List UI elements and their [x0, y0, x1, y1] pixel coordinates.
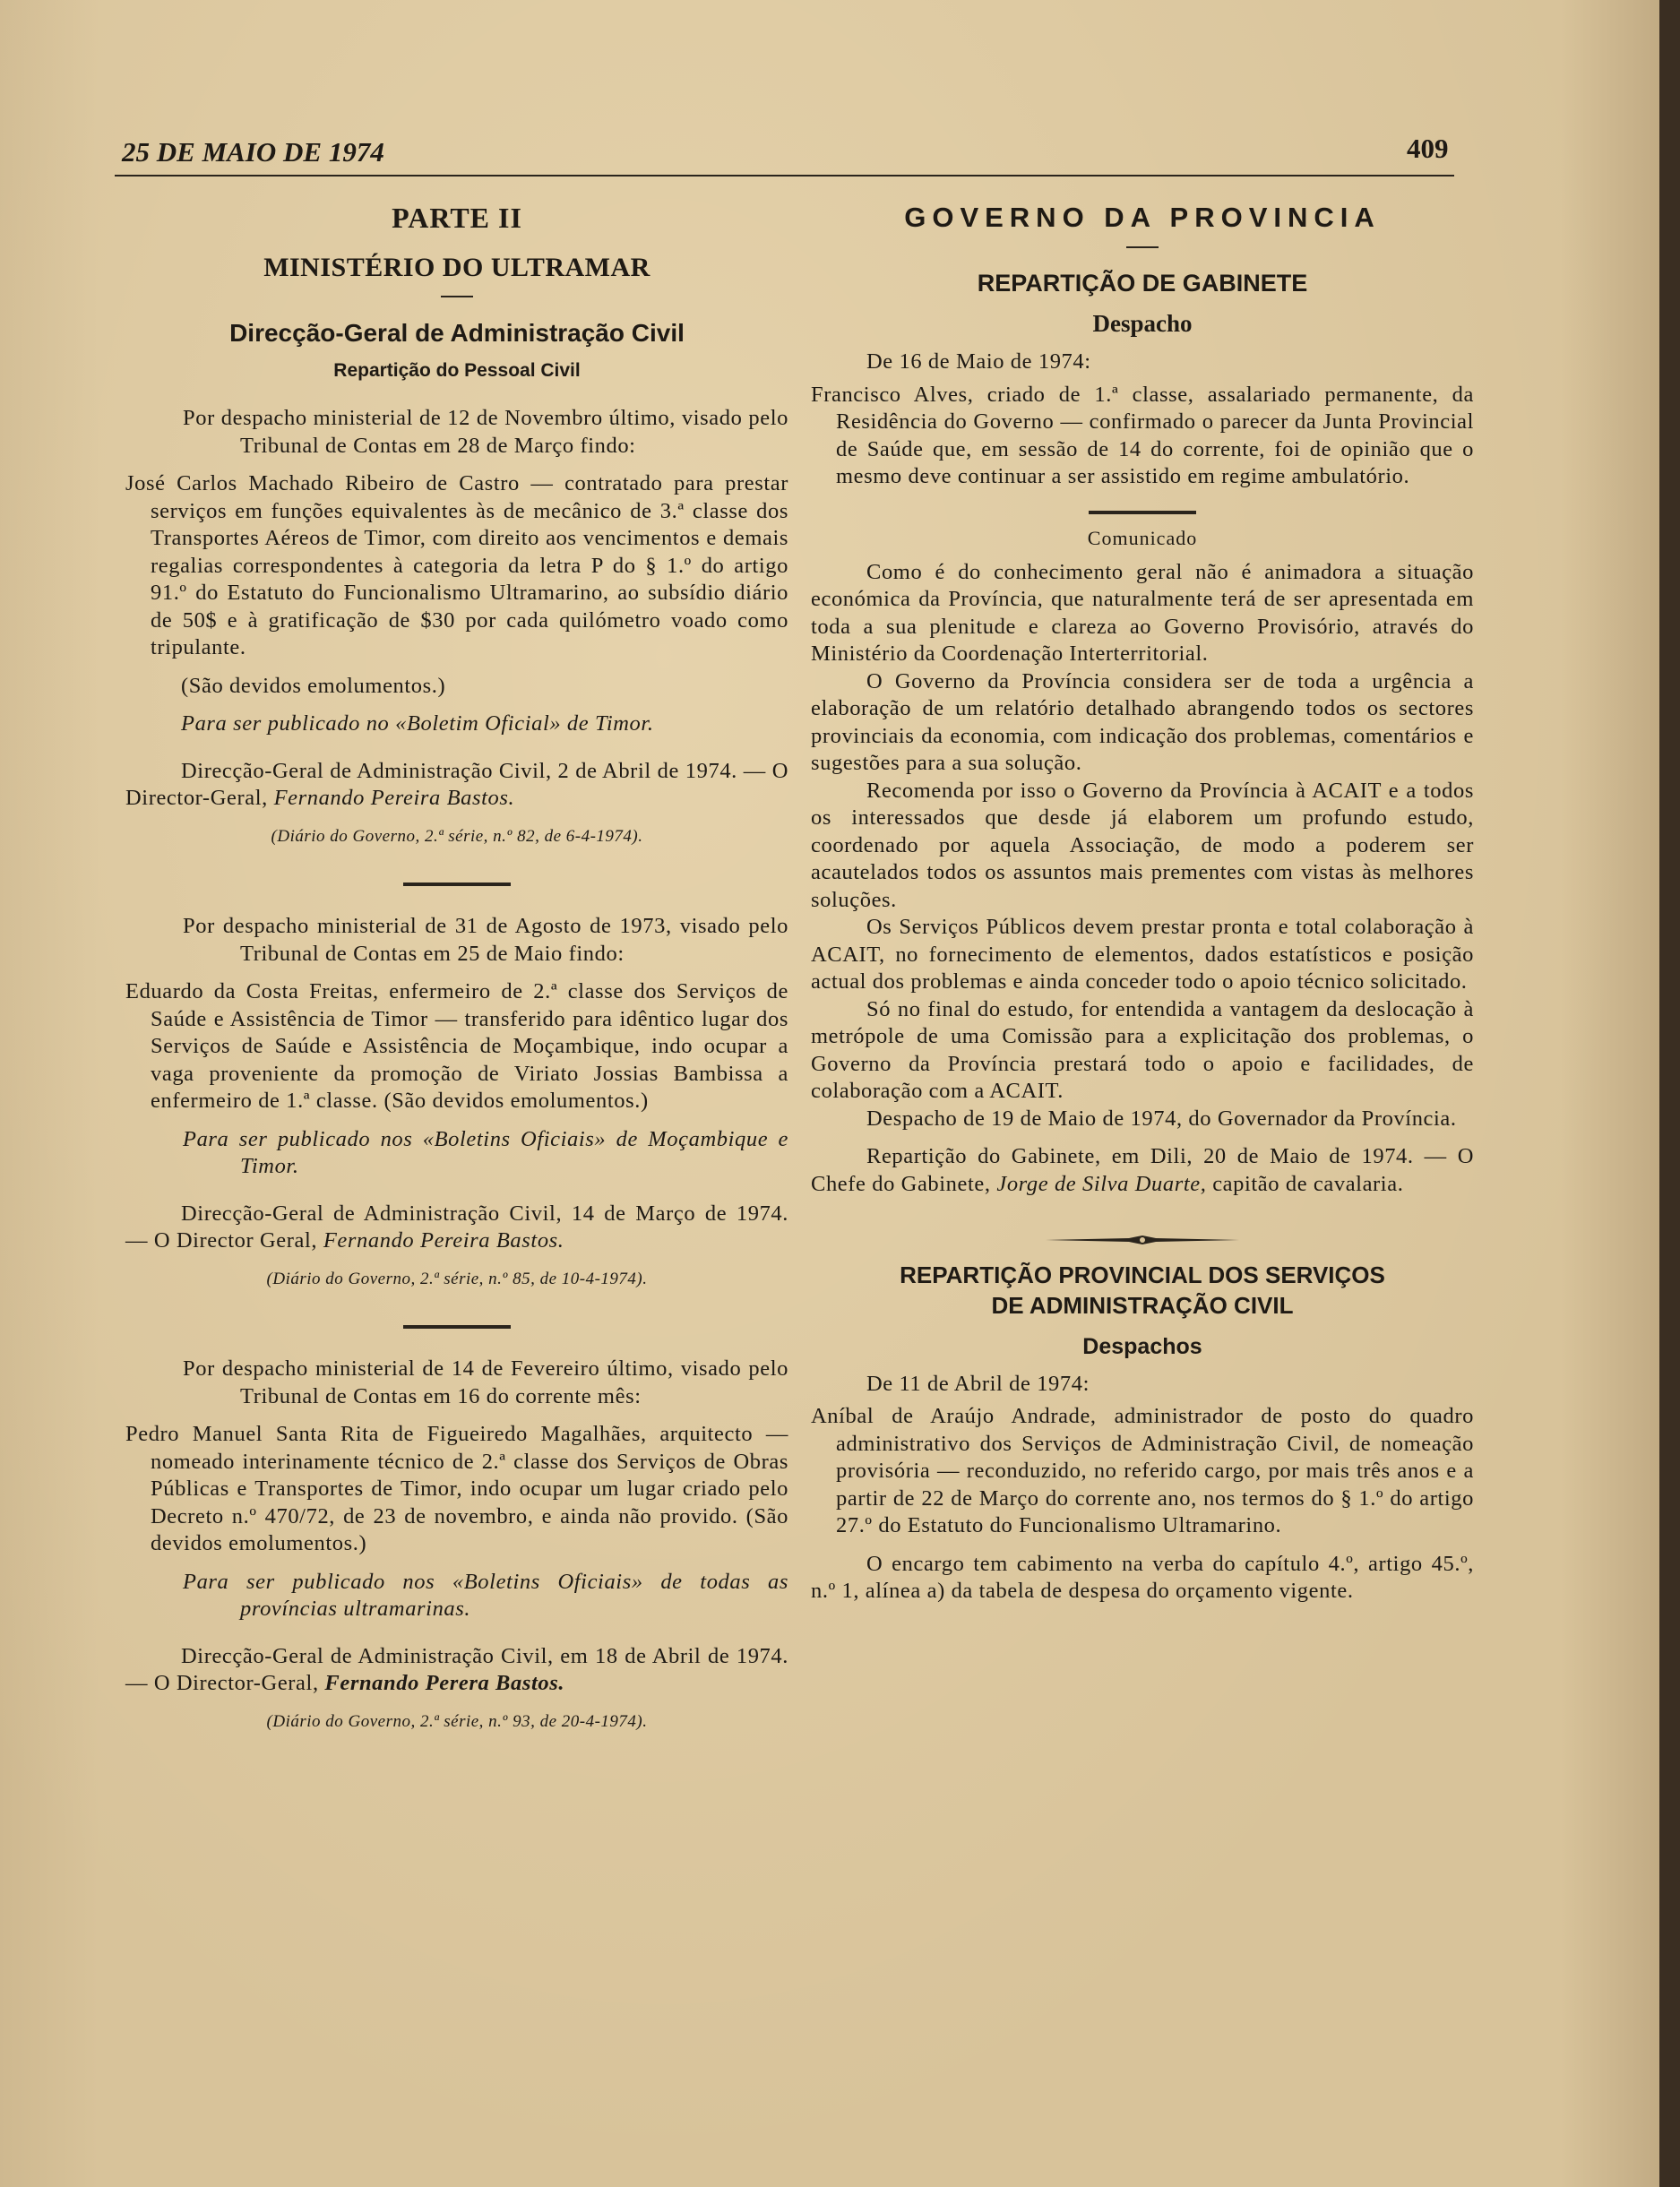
despacho-3-signer: Fernando Perera Bastos.	[324, 1671, 565, 1695]
despacho-1-publication: Para ser publicado no «Boletim Oficial» de Timor.	[181, 711, 654, 736]
comunicado-paragraph: O Governo da Província considera ser de toda a urgência a elaboração de um relatório detalhado abrangendo todos os sectores provinciais da economia, com indicação dos problemas, comentários e sugestões para a sua solução.	[811, 668, 1474, 775]
comunicado-text	[811, 559, 1474, 1199]
government-heading: GOVERNO DA PROVINCIA	[904, 202, 1381, 233]
despacho-3-body: Pedro Manuel Santa Rita de Figueiredo Magalhães, arquitecto — nomeado interinamente técnico de 2.ª classe dos Serviços de Obras Públicas e Transportes de Timor, indo ocupar um lugar criado pelo Decreto n.º 470/72, de 23 de novembro, e ainda não provido. (São devidos emolumentos.)	[125, 1422, 788, 1555]
despacho-1-signature-text: Direcção-Geral de Administração Civil, 2 de Abril de 1974. — O Director-Geral,	[125, 758, 788, 810]
comunicado-paragraph: Só no final do estudo, for entendida a vantagem da deslocação à metrópole de uma Comissão para a explicitação dos problemas, o Governo da Província prestará todo o apoio e facilidades, de colaboração com a ACAIT.	[811, 996, 1474, 1103]
despacho-2-body: Eduardo da Costa Freitas, enfermeiro de 2.ª classe dos Serviços de Saúde e Assistência de Timor — transferido para idêntico lugar dos Serviços de Saúde e Assistência de Moçambique, indo ocupar a vaga proveniente da promoção de Viriato Jossias Bambissa a enfermeiro de 1.ª classe. (São devidos emolumentos.)	[125, 979, 788, 1113]
despachos-date: De 11 de Abril de 1974:	[866, 1371, 1090, 1396]
ornament-divider	[1044, 1234, 1241, 1246]
despacho-1-intro: Por despacho ministerial de 12 de Novembro último, visado pelo Tribunal de Contas em 28 de Março findo:	[183, 406, 788, 458]
despacho-date: De 16 de Maio de 1974:	[866, 349, 1091, 374]
despacho-heading: Despacho	[1092, 310, 1193, 337]
despacho-2	[125, 913, 788, 1293]
despacho-1-signer: Fernando Pereira Bastos.	[273, 786, 515, 810]
part-heading: PARTE II	[392, 202, 522, 234]
right-column	[811, 193, 1474, 1606]
despacho-1-reference: (Diário do Governo, 2.ª série, n.º 82, de 6-4-1974).	[271, 826, 643, 846]
short-rule	[441, 296, 473, 297]
section-rule	[403, 1325, 511, 1329]
cabinet-signer-role: capitão de cavalaria.	[1212, 1171, 1404, 1196]
directorate-heading: Direcção-Geral de Administração Civil	[229, 319, 685, 347]
despacho-1-emolumentos: (São devidos emolumentos.)	[181, 673, 446, 698]
comunicado-paragraph: Os Serviços Públicos devem prestar pronta e total colaboração à ACAIT, no fornecimento de elementos, dados estatísticos e posição actual dos problemas e ainda conceder todo o apoio técnico solicitado.	[811, 915, 1474, 994]
short-rule	[1126, 246, 1159, 248]
despacho-3-publication: Para ser publicado nos «Boletins Oficiais» de todas as províncias ultramarinas.	[183, 1569, 788, 1621]
header-rule	[115, 175, 1454, 177]
despacho-3-signature	[125, 1643, 788, 1698]
page-number: 409	[1407, 133, 1449, 164]
civil-admin-heading	[811, 1261, 1474, 1322]
cabinet-signature-text: Repartição do Gabinete, em Dili, 20 de Maio de 1974. — O Chefe do Gabinete,	[811, 1144, 1474, 1196]
despacho-3-intro: Por despacho ministerial de 14 de Fevereiro último, visado pelo Tribunal de Contas em 16 do corrente mês:	[183, 1356, 788, 1408]
despacho-1-body: José Carlos Machado Ribeiro de Castro — contratado para prestar serviços em funções equivalentes às de mecânico de 3.ª classe dos Transportes Aéreos de Timor, com direito aos vencimentos e demais regalias correspondentes à categoria da letra P do § 1.º do artigo 91.º do Estatuto do Funcionalismo Ultramarino, ao subsídio diário de 50$ e à gratificação de $30 por cada quilómetro voado como tripulante.	[125, 471, 788, 659]
despacho-body: Francisco Alves, criado de 1.ª classe, assalariado permanente, da Residência do Governo — confirmado o parecer da Junta Provincial de Saúde que, em sessão de 14 do corrente, foi de opinião que o mesmo deve continuar a ser assistido em regime ambulatório.	[811, 382, 1474, 488]
encargo-text: O encargo tem cabimento na verba do capítulo 4.º, artigo 45.º, n.º 1, alínea a) da tabela de despesa do orçamento vigente.	[811, 1551, 1474, 1604]
despacho-3	[125, 1356, 788, 1735]
section-rule	[1089, 511, 1196, 514]
cabinet-signature	[811, 1143, 1474, 1198]
ministry-heading: MINISTÉRIO DO ULTRAMAR	[263, 253, 650, 282]
despachos-body: Aníbal de Araújo Andrade, administrador de posto do quadro administrativo dos Serviços de Administração Civil, de nomeação provisória — reconduzido, no referido cargo, por mais três anos e a partir de 22 de Março do corrente ano, nos termos do § 1.º do artigo 27.º do Estatuto do Funcionalismo Ultramarino.	[811, 1404, 1474, 1538]
despacho-1	[125, 405, 788, 850]
despacho-2-signature-text: Direcção-Geral de Administração Civil, 14 de Março de 1974. — O Director Geral,	[125, 1201, 788, 1253]
section-rule	[403, 883, 511, 886]
comunicado-despacho-line: Despacho de 19 de Maio de 1974, do Governador da Província.	[866, 1106, 1457, 1131]
header-date: 25 DE MAIO DE 1974	[122, 136, 384, 168]
cabinet-heading: REPARTIÇÃO DE GABINETE	[977, 270, 1308, 297]
civil-admin-heading-line-2: DE ADMINISTRAÇÃO CIVIL	[991, 1291, 1294, 1319]
despacho-3-reference: (Diário do Governo, 2.ª série, n.º 93, de 20-4-1974).	[266, 1711, 648, 1731]
despacho-2-signer: Fernando Pereira Bastos.	[323, 1228, 564, 1253]
despacho-2-publication: Para ser publicado nos «Boletins Oficiais» de Moçambique e Timor.	[183, 1126, 788, 1178]
left-column	[125, 193, 788, 1735]
despachos-heading: Despachos	[1082, 1333, 1202, 1359]
despacho-2-signature	[125, 1201, 788, 1255]
despacho-1-signature	[125, 758, 788, 813]
civil-admin-heading-line-1: REPARTIÇÃO PROVINCIAL DOS SERVIÇOS	[900, 1261, 1385, 1288]
despacho-3-signature-text: Direcção-Geral de Administração Civil, em 18 de Abril de 1974. — O Director-Geral,	[125, 1643, 788, 1695]
comunicado-paragraph: Recomenda por isso o Governo da Província à ACAIT e a todos os interessados que desde já elaborem um profundo estudo, coordenado por aquela Associação, de modo a poderem ser acautelados todos os assuntos mais prementes com vistas às melhores soluções.	[811, 778, 1474, 912]
department-heading: Repartição do Pessoal Civil	[333, 360, 581, 381]
comunicado-heading: Comunicado	[1087, 526, 1198, 549]
comunicado-paragraph: Como é do conhecimento geral não é animadora a situação económica da Província, que naturalmente terá de ser apresentada em toda a sua plenitude e clareza ao Governo Provisório, através do Ministério da Coordenação Interterritorial.	[811, 559, 1474, 666]
cabinet-signer: Jorge de Silva Duarte,	[996, 1171, 1207, 1196]
despacho-2-reference: (Diário do Governo, 2.ª série, n.º 85, de 10-4-1974).	[266, 1269, 648, 1288]
despacho-2-intro: Por despacho ministerial de 31 de Agosto de 1973, visado pelo Tribunal de Contas em 25 de Maio findo:	[183, 914, 788, 966]
